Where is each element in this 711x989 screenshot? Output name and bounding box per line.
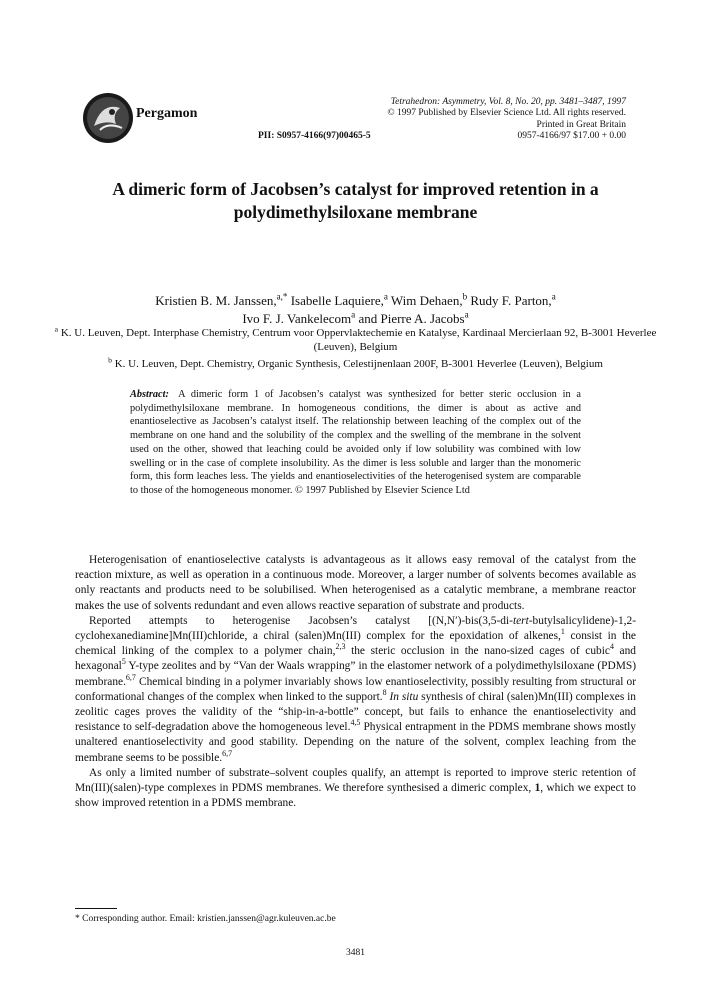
publisher-name: Pergamon	[136, 106, 198, 121]
copyright-line: © 1997 Published by Elsevier Science Ltd. All rights reserved.	[387, 108, 626, 119]
body-text	[75, 553, 636, 811]
paragraph-1: Heterogenisation of enantioselective catalysts is advantageous as it allows easy removal of the catalyst from the reaction mixture, as well as operation in a continuous mode. Moreover, a larger number of solvents becomes available as only reactants and products need to be solubilised. When heterogenised as a catalytic membrane, a membrane reactor makes the use of solvents redundant and even allows reactive separation of substrate and products.	[75, 554, 636, 612]
paragraph-2: Reported attempts to heterogenise Jacobsen’s catalyst [(N,N′)-bis(3,5-di-tert-butylsalicylidene)-1,2-cyclohexanediamine]Mn(III)chloride, a chiral (salen)Mn(III) complex for the epoxidation of alkenes,$^1$ consist in the chemical linking of the complex to a polymer chain,$^{2,3}$ the steric occlusion in the nano-sized cages of cubic$^4$ and hexagonal$^5$ Y-type zeolites and by “Van der Waals wrapping” in the elastomer network of a polydimethylsiloxane (PDMS) membrane.$^{6,7}$ Chemical binding in a polymer invariably shows low enantioselectivity, possibly resulting from structural or conformational changes of the complex when linked to the support.$^8$ In situ synthesis of chiral (salen)Mn(III) complexes in zeolitic cages proves the validity of the “ship-in-a-bottle” concept, but fails to enhance the enantioselectivity and resistance to self-degradation above the homogeneous level.$^{4,5}$ Physical entrapment in the PDMS membrane shows mostly unaltered enantioselectivity and good stability. Depending on the nature of the solvent, complex leaching from the membrane seems to be possible.$^{6,7}$	[75, 614, 637, 764]
affiliation-a: $^a$ K. U. Leuven, Dept. Interphase Chemistry, Centrum voor Oppervlaktechemie en Katalyse, Kardinaal Mercierlaan 92, B-3001 Heverlee (Leuven), Belgium	[54, 324, 657, 353]
printed-line: Printed in Great Britain	[536, 119, 626, 130]
page-number: 3481	[346, 948, 365, 958]
authors-line-2: Ivo F. J. Vankelecom$^a$ and Pierre A. Jacobs$^a$	[242, 309, 469, 326]
pergamon-logo	[82, 92, 134, 144]
pii-identifier: PII: S0957-4166(97)00465-5	[258, 131, 371, 141]
abstract	[130, 388, 581, 498]
corresponding-author-footnote: * Corresponding author. Email: kristien.janssen@agr.kuleuven.ac.be	[75, 914, 336, 924]
issn-price: 0957-4166/97 $17.00 + 0.00	[517, 130, 626, 141]
article-title: A dimeric form of Jacobsen’s catalyst for improved retention in a polydimethylsiloxane membrane	[112, 179, 599, 222]
journal-citation: Tetrahedron: Asymmetry, Vol. 8, No. 20, pp. 3481–3487, 1997	[390, 97, 626, 107]
authors-line-1: Kristien B. M. Janssen,$^{a,*}$ Isabelle Laquiere,$^a$ Wim Dehaen,$^b$ Rudy F. Parton,$^a$	[155, 291, 556, 308]
footnote-rule	[75, 908, 117, 909]
abstract-label: Abstract:	[130, 389, 169, 400]
paragraph-3: As only a limited number of substrate–solvent couples qualify, an attempt is reported to improve steric retention of Mn(III)(salen)-type complexes in PDMS membranes. We therefore synthesised a dimeric complex, 1, which we expect to show improved retention in a PDMS membrane.	[75, 766, 636, 810]
affiliation-b: $^b$ K. U. Leuven, Dept. Chemistry, Organic Synthesis, Celestijnenlaan 200F, B-3001 Heverlee (Leuven), Belgium	[108, 355, 603, 370]
author-list	[60, 292, 651, 328]
abstract-text: A dimeric form 1 of Jacobsen’s catalyst was synthesized for better steric occlusion in a polydimethylsiloxane membrane. In homogeneous conditions, the dimer is about as active and enantioselective as Jacobsen’s catalyst itself. The relationship between leaching of the complex out of the membrane on one hand and the solubility of the complex and the swelling of the membrane in the solvent used on the other, showed that leaching could be avoided only if low solubility was combined with low swelling or in the case of complete insolubility. As the dimer is less soluble and larger than the monomeric form, this form leaches less. The yields and enantioselectivities of the heterogenised system are comparable to those of the homogeneous monomer. © 1997 Published by Elsevier Science Ltd	[130, 389, 581, 496]
